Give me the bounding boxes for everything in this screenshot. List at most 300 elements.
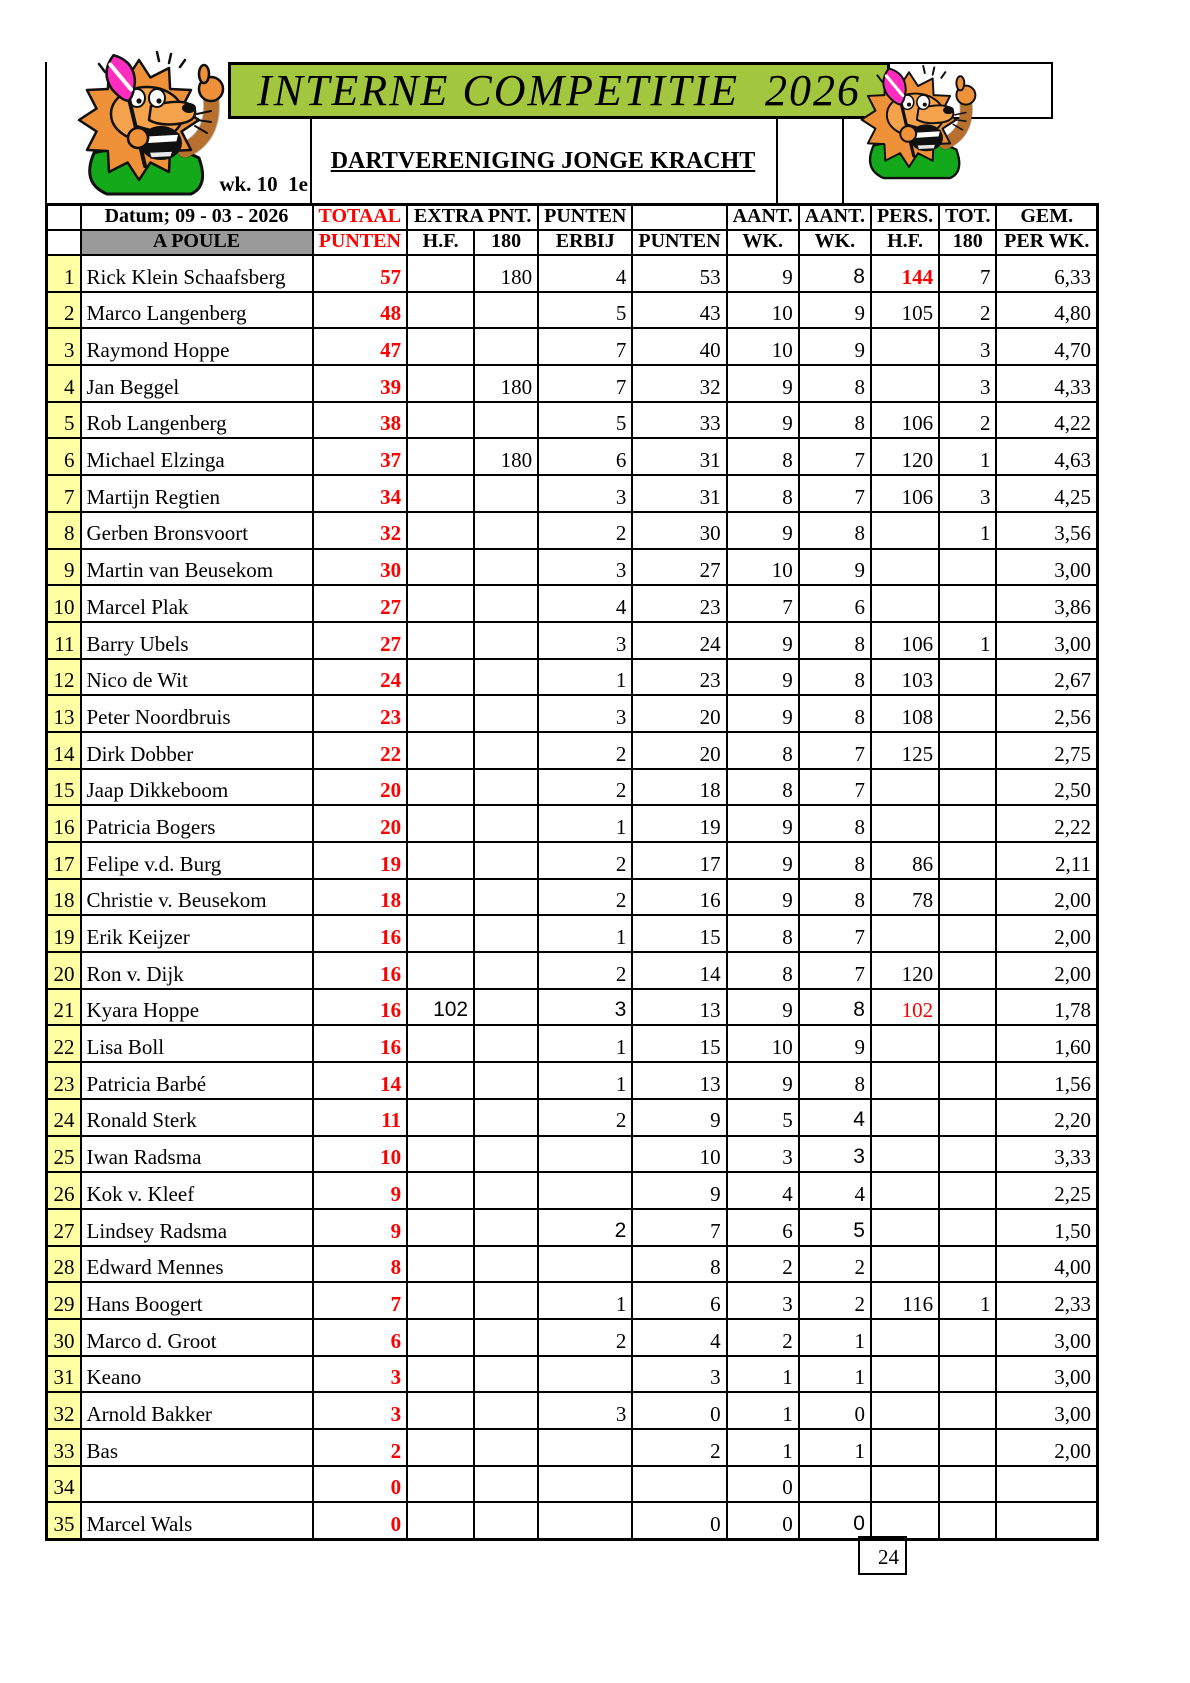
tot180-cell [939, 842, 996, 879]
totaal-cell: 32 [313, 512, 408, 549]
pershf-cell: 125 [871, 732, 939, 769]
hf-cell [407, 1062, 474, 1099]
rank-cell: 12 [47, 659, 81, 696]
pershf-cell: 103 [871, 659, 939, 696]
perwk-subheader: PER WK. [996, 230, 1097, 255]
pershf-cell [871, 1099, 939, 1136]
gem-cell: 4,25 [996, 475, 1097, 512]
wk1-cell: 1 [727, 1429, 799, 1466]
aant-header-1: AANT. [727, 205, 799, 231]
corner-cell [47, 205, 81, 231]
rank-cell: 29 [47, 1282, 81, 1319]
wk1-cell: 9 [727, 255, 799, 292]
erbij-cell: 1 [538, 1062, 632, 1099]
c180-cell [474, 585, 538, 622]
erbij-cell: 1 [538, 659, 632, 696]
totaal-cell: 18 [313, 879, 408, 916]
table-row [47, 549, 1098, 586]
c180-cell [474, 1136, 538, 1173]
wk2-subheader: WK. [799, 230, 871, 255]
name-cell: Raymond Hoppe [81, 328, 313, 365]
totaal-cell: 27 [313, 622, 408, 659]
punten-cell: 17 [632, 842, 726, 879]
gem-cell: 3,00 [996, 622, 1097, 659]
rank-cell: 21 [47, 989, 81, 1026]
wk1-cell: 9 [727, 805, 799, 842]
table-row [47, 1282, 1098, 1319]
name-cell: Ron v. Dijk [81, 952, 313, 989]
c180-cell [474, 659, 538, 696]
gem-cell: 4,33 [996, 365, 1097, 402]
rank-cell: 11 [47, 622, 81, 659]
hf2-subheader: H.F. [871, 230, 939, 255]
hf-cell [407, 1392, 474, 1429]
hf-cell [407, 695, 474, 732]
totaal-header: TOTAAL [313, 205, 408, 231]
wk1-cell: 9 [727, 695, 799, 732]
rank-cell: 5 [47, 402, 81, 439]
table-row [47, 732, 1098, 769]
punten-cell: 3 [632, 1356, 726, 1393]
hf-cell [407, 512, 474, 549]
poule-header: A POULE [81, 230, 313, 255]
page-title: INTERNE COMPETITIE 2026 [256, 65, 862, 115]
totaal-cell: 39 [313, 365, 408, 402]
wk1-cell: 5 [727, 1099, 799, 1136]
punten-cell: 19 [632, 805, 726, 842]
pershf-cell: 120 [871, 438, 939, 475]
totaal-cell: 10 [313, 1136, 408, 1173]
wk2-cell: 8 [799, 842, 871, 879]
pershf-cell: 120 [871, 952, 939, 989]
wk1-subheader: WK. [727, 230, 799, 255]
totaal-cell: 23 [313, 695, 408, 732]
punten-cell: 13 [632, 1062, 726, 1099]
name-cell: Jan Beggel [81, 365, 313, 402]
wk2-cell: 8 [799, 512, 871, 549]
tot180-cell [939, 1466, 996, 1503]
wk2-cell: 8 [799, 659, 871, 696]
erbij-cell: 7 [538, 365, 632, 402]
hf-cell [407, 328, 474, 365]
gem-cell: 2,25 [996, 1172, 1097, 1209]
gem-cell: 3,56 [996, 512, 1097, 549]
rank-cell: 30 [47, 1319, 81, 1356]
totaal-cell: 6 [313, 1319, 408, 1356]
totaal-cell: 37 [313, 438, 408, 475]
wk1-cell: 1 [727, 1392, 799, 1429]
rank-cell: 13 [47, 695, 81, 732]
punten2-subheader: PUNTEN [632, 230, 726, 255]
wk1-cell: 8 [727, 915, 799, 952]
erbij-cell: 2 [538, 1209, 632, 1246]
erbij-cell: 2 [538, 952, 632, 989]
name-cell: Kok v. Kleef [81, 1172, 313, 1209]
erbij-cell [538, 1136, 632, 1173]
punten-cell: 27 [632, 549, 726, 586]
hf-cell [407, 805, 474, 842]
tot180-cell [939, 805, 996, 842]
totaal-cell: 20 [313, 805, 408, 842]
rank-cell: 22 [47, 1025, 81, 1062]
gem-cell: 6,33 [996, 255, 1097, 292]
pershf-cell: 108 [871, 695, 939, 732]
erbij-cell: 1 [538, 805, 632, 842]
erbij-cell: 2 [538, 732, 632, 769]
erbij-cell: 3 [538, 695, 632, 732]
hf-cell [407, 879, 474, 916]
total-180-box [858, 1536, 907, 1575]
wk1-cell: 2 [727, 1246, 799, 1283]
header-divider [776, 119, 778, 203]
gem-cell: 4,63 [996, 438, 1097, 475]
tot180-cell [939, 952, 996, 989]
gem-cell: 4,00 [996, 1246, 1097, 1283]
totaal-cell: 47 [313, 328, 408, 365]
wk1-cell: 9 [727, 402, 799, 439]
rank-cell: 2 [47, 292, 81, 329]
wk1-cell: 8 [727, 732, 799, 769]
wk2-cell: 1 [799, 1319, 871, 1356]
gem-cell: 2,00 [996, 952, 1097, 989]
tot180-cell [939, 1172, 996, 1209]
tot180-cell: 1 [939, 512, 996, 549]
table-row [47, 1466, 1098, 1503]
hf-cell [407, 365, 474, 402]
rank-cell: 33 [47, 1429, 81, 1466]
wk1-cell: 9 [727, 879, 799, 916]
pershf-cell [871, 805, 939, 842]
hf-cell [407, 769, 474, 806]
table-row [47, 1099, 1098, 1136]
pershf-cell [871, 1246, 939, 1283]
pershf-cell [871, 1356, 939, 1393]
wk1-cell: 8 [727, 475, 799, 512]
hf-cell [407, 1282, 474, 1319]
name-cell: Lisa Boll [81, 1025, 313, 1062]
name-cell: Arnold Bakker [81, 1392, 313, 1429]
erbij-cell: 6 [538, 438, 632, 475]
gem-cell [996, 1502, 1097, 1539]
c180-cell [474, 879, 538, 916]
name-cell: Keano [81, 1356, 313, 1393]
table-row [47, 365, 1098, 402]
erbij-cell: 2 [538, 769, 632, 806]
name-cell: Dirk Dobber [81, 732, 313, 769]
pershf-cell [871, 915, 939, 952]
tot180-cell: 2 [939, 402, 996, 439]
pershf-cell: 106 [871, 402, 939, 439]
table-row [47, 1136, 1098, 1173]
gem-header: GEM. [996, 205, 1097, 231]
name-cell [81, 1466, 313, 1503]
wk2-cell: 9 [799, 1025, 871, 1062]
wk2-cell: 7 [799, 732, 871, 769]
c180-cell [474, 989, 538, 1026]
header-row-2 [47, 230, 1098, 255]
rank-cell: 25 [47, 1136, 81, 1173]
pershf-cell: 86 [871, 842, 939, 879]
wk1-cell: 1 [727, 1356, 799, 1393]
wk2-cell: 8 [799, 989, 871, 1026]
pershf-cell [871, 512, 939, 549]
name-cell: Rick Klein Schaafsberg [81, 255, 313, 292]
pershf-cell [871, 585, 939, 622]
blank-header [632, 205, 726, 231]
hf-cell [407, 952, 474, 989]
name-cell: Ronald Sterk [81, 1099, 313, 1136]
erbij-cell: 3 [538, 1392, 632, 1429]
tot180-cell [939, 769, 996, 806]
tot180-cell [939, 1099, 996, 1136]
table-row [47, 292, 1098, 329]
wk2-cell: 2 [799, 1246, 871, 1283]
table-row [47, 1502, 1098, 1539]
erbij-cell [538, 1246, 632, 1283]
pershf-cell [871, 549, 939, 586]
pershf-cell [871, 1502, 939, 1539]
wk2-cell: 9 [799, 549, 871, 586]
rank-cell: 34 [47, 1466, 81, 1503]
punten-cell: 9 [632, 1172, 726, 1209]
table-row [47, 622, 1098, 659]
totaal-cell: 16 [313, 1025, 408, 1062]
wk2-cell [799, 1466, 871, 1503]
totaal-cell: 34 [313, 475, 408, 512]
punten-cell: 16 [632, 879, 726, 916]
erbij-cell: 3 [538, 622, 632, 659]
c180-cell [474, 805, 538, 842]
table-row [47, 842, 1098, 879]
punten-cell: 6 [632, 1282, 726, 1319]
tot180-cell: 2 [939, 292, 996, 329]
table-row [47, 475, 1098, 512]
erbij-cell: 3 [538, 989, 632, 1026]
name-cell: Jaap Dikkeboom [81, 769, 313, 806]
c180-cell [474, 549, 538, 586]
tot180-cell [939, 1209, 996, 1246]
table-row [47, 695, 1098, 732]
date-header: Datum; 09 - 03 - 2026 [81, 205, 313, 231]
gem-cell: 1,56 [996, 1062, 1097, 1099]
punten-cell [632, 1466, 726, 1503]
pershf-cell: 105 [871, 292, 939, 329]
extra-pnt-header: EXTRA PNT. [407, 205, 538, 231]
c180-cell [474, 1025, 538, 1062]
totaal-cell: 22 [313, 732, 408, 769]
hf-cell [407, 549, 474, 586]
hf-cell [407, 1502, 474, 1539]
lion-mascot-icon [830, 52, 988, 192]
lion-mascot-icon [38, 48, 240, 198]
wk2-cell: 8 [799, 402, 871, 439]
name-cell: Christie v. Beusekom [81, 879, 313, 916]
totaal-cell: 7 [313, 1282, 408, 1319]
wk2-cell: 7 [799, 438, 871, 475]
erbij-cell: 2 [538, 879, 632, 916]
table-row [47, 512, 1098, 549]
totaal-cell: 3 [313, 1356, 408, 1393]
pershf-cell [871, 1025, 939, 1062]
hf-cell [407, 438, 474, 475]
totaal-cell: 38 [313, 402, 408, 439]
totaal-cell: 2 [313, 1429, 408, 1466]
rank-cell: 27 [47, 1209, 81, 1246]
punten-cell: 9 [632, 1099, 726, 1136]
punten-cell: 30 [632, 512, 726, 549]
punten-cell: 20 [632, 695, 726, 732]
rank-cell: 28 [47, 1246, 81, 1283]
c180-cell [474, 1392, 538, 1429]
c180-cell [474, 695, 538, 732]
wk1-cell: 2 [727, 1319, 799, 1356]
wk2-cell: 7 [799, 915, 871, 952]
totaal-cell: 14 [313, 1062, 408, 1099]
punten-header: PUNTEN [538, 205, 632, 231]
c180-cell [474, 402, 538, 439]
wk2-cell: 6 [799, 585, 871, 622]
gem-cell: 1,78 [996, 989, 1097, 1026]
table-row [47, 1429, 1098, 1466]
hf-cell [407, 402, 474, 439]
tot180-cell: 3 [939, 328, 996, 365]
table-row [47, 989, 1098, 1026]
rank-cell: 32 [47, 1392, 81, 1429]
hf-cell [407, 255, 474, 292]
wk1-cell: 0 [727, 1466, 799, 1503]
hf-cell [407, 915, 474, 952]
name-cell: Barry Ubels [81, 622, 313, 659]
name-cell: Nico de Wit [81, 659, 313, 696]
c180-cell [474, 1319, 538, 1356]
punten-cell: 13 [632, 989, 726, 1026]
hf-cell [407, 585, 474, 622]
erbij-cell: 2 [538, 842, 632, 879]
pershf-cell [871, 1209, 939, 1246]
gem-cell: 2,67 [996, 659, 1097, 696]
gem-cell: 4,70 [996, 328, 1097, 365]
gem-cell: 3,00 [996, 1319, 1097, 1356]
c180-cell [474, 915, 538, 952]
erbij-cell [538, 1172, 632, 1209]
gem-cell: 3,86 [996, 585, 1097, 622]
hf-cell [407, 1025, 474, 1062]
gem-cell: 2,56 [996, 695, 1097, 732]
pershf-cell [871, 1172, 939, 1209]
tot180-cell [939, 1356, 996, 1393]
rank-cell: 3 [47, 328, 81, 365]
gem-cell: 2,00 [996, 879, 1097, 916]
pershf-cell [871, 1319, 939, 1356]
wk2-cell: 8 [799, 805, 871, 842]
name-cell: Marco Langenberg [81, 292, 313, 329]
pershf-cell: 78 [871, 879, 939, 916]
pershf-cell: 144 [871, 255, 939, 292]
gem-cell: 2,22 [996, 805, 1097, 842]
hf-cell [407, 1172, 474, 1209]
wk2-cell: 8 [799, 255, 871, 292]
aant-header-2: AANT. [799, 205, 871, 231]
punten-cell: 10 [632, 1136, 726, 1173]
table-row [47, 1209, 1098, 1246]
hf-cell: 102 [407, 989, 474, 1026]
c180-cell [474, 769, 538, 806]
table-row [47, 659, 1098, 696]
hf-cell [407, 475, 474, 512]
tot180-cell: 1 [939, 622, 996, 659]
table-row [47, 879, 1098, 916]
punten-cell: 7 [632, 1209, 726, 1246]
c180-cell [474, 292, 538, 329]
pershf-cell: 106 [871, 475, 939, 512]
tot180-cell [939, 1502, 996, 1539]
pershf-cell [871, 328, 939, 365]
corner-cell [47, 230, 81, 255]
pershf-cell [871, 1392, 939, 1429]
erbij-cell [538, 1356, 632, 1393]
table-row [47, 402, 1098, 439]
punten-cell: 53 [632, 255, 726, 292]
rank-cell: 17 [47, 842, 81, 879]
wk2-cell: 3 [799, 1136, 871, 1173]
gem-cell: 2,00 [996, 1429, 1097, 1466]
name-cell: Marco d. Groot [81, 1319, 313, 1356]
c180-cell: 180 [474, 438, 538, 475]
wk1-cell: 8 [727, 952, 799, 989]
c180-cell [474, 512, 538, 549]
pershf-cell [871, 769, 939, 806]
wk1-cell: 10 [727, 328, 799, 365]
totaal-cell: 27 [313, 585, 408, 622]
c180-cell [474, 475, 538, 512]
name-cell: Rob Langenberg [81, 402, 313, 439]
wk1-cell: 9 [727, 1062, 799, 1099]
punten-cell: 4 [632, 1319, 726, 1356]
wk2-cell: 8 [799, 622, 871, 659]
punten-cell: 40 [632, 328, 726, 365]
tot180-cell: 1 [939, 1282, 996, 1319]
wk2-cell: 1 [799, 1429, 871, 1466]
standings-body [47, 255, 1098, 1539]
erbij-cell [538, 1466, 632, 1503]
name-cell: Hans Boogert [81, 1282, 313, 1319]
hf-cell [407, 659, 474, 696]
gem-cell: 4,80 [996, 292, 1097, 329]
rank-cell: 26 [47, 1172, 81, 1209]
rank-cell: 31 [47, 1356, 81, 1393]
c180-2-subheader: 180 [939, 230, 996, 255]
name-cell: Patricia Bogers [81, 805, 313, 842]
tot180-cell: 3 [939, 365, 996, 402]
standings-table [45, 203, 1099, 1541]
totaal-cell: 16 [313, 915, 408, 952]
gem-cell: 3,00 [996, 1392, 1097, 1429]
totaal-cell: 3 [313, 1392, 408, 1429]
hf-cell [407, 622, 474, 659]
punten-subheader: PUNTEN [313, 230, 408, 255]
name-cell: Kyara Hoppe [81, 989, 313, 1026]
erbij-cell: 1 [538, 1282, 632, 1319]
wk1-cell: 9 [727, 989, 799, 1026]
rank-cell: 15 [47, 769, 81, 806]
c180-cell [474, 1172, 538, 1209]
totaal-cell: 0 [313, 1502, 408, 1539]
rank-cell: 18 [47, 879, 81, 916]
wk2-cell: 0 [799, 1502, 871, 1539]
name-cell: Marcel Plak [81, 585, 313, 622]
totaal-cell: 48 [313, 292, 408, 329]
c180-subheader: 180 [474, 230, 538, 255]
